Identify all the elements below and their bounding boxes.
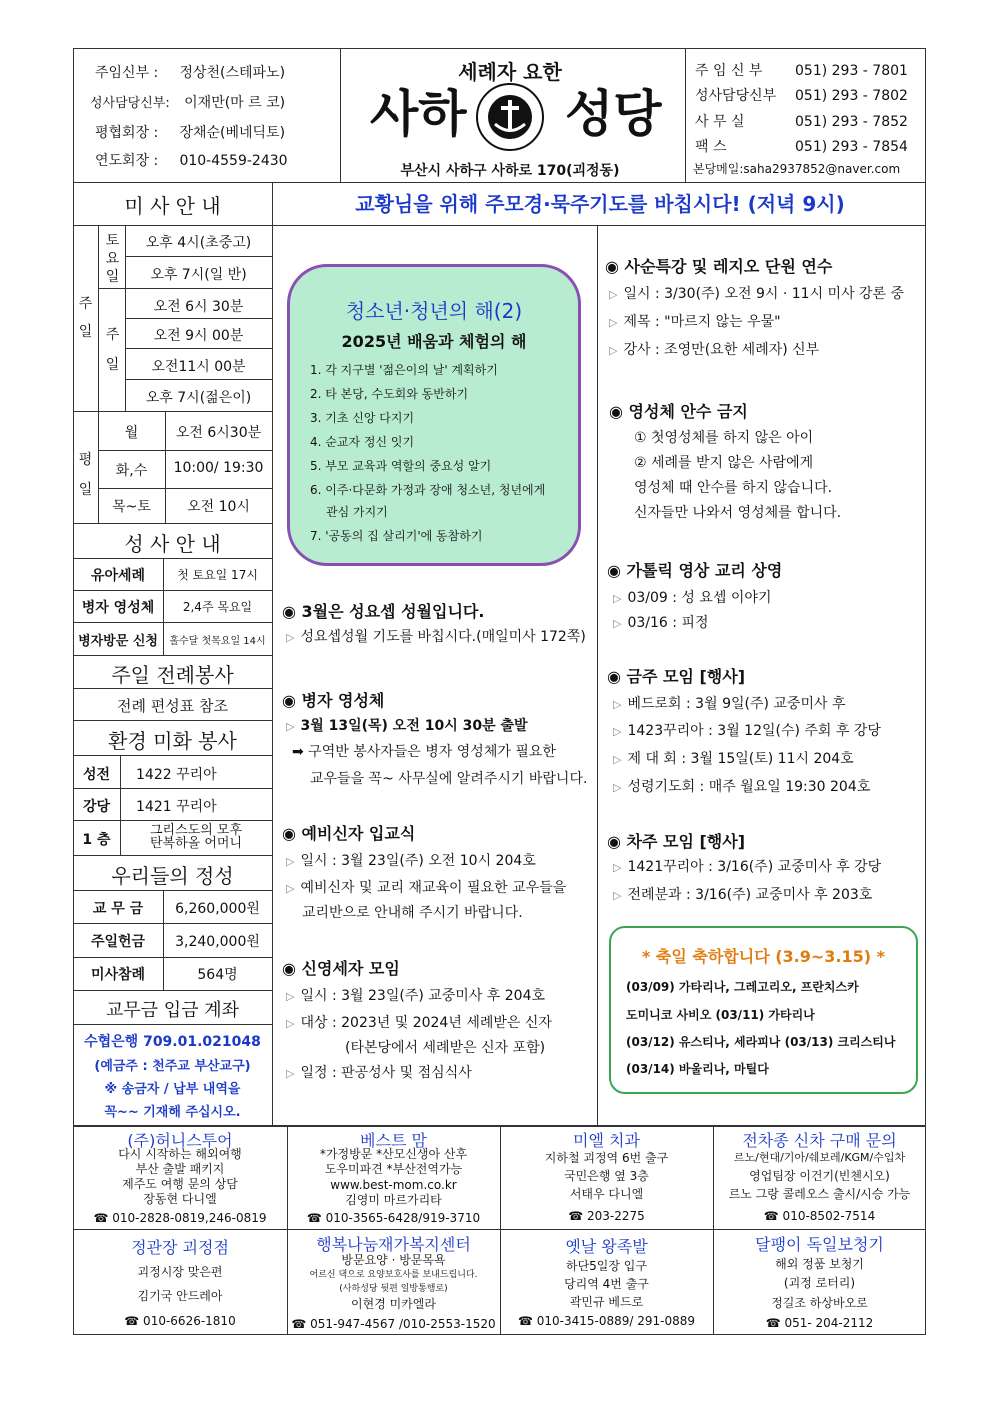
item-text: 일시 : 3월 23일(주) 오전 10시 204호 [300,853,536,869]
church-address: 부산시 사하구 사하로 170(괴정동) [400,163,620,179]
email[interactable]: 본당메일:saha2937852@naver.com [693,162,901,176]
section-item: ▷ 03/09 : 성 요셉 이야기 [613,590,772,606]
section-item: ▷ 1421꾸리아 : 3/16(주) 교중미사 후 강당 [613,859,882,875]
offering-title: 우리들의 정성 [111,864,234,888]
ad-line: 장동현 다니엘 [143,1192,217,1206]
section-item: ▷ 3월 13일(목) 오전 10시 30분 출발 [286,718,528,734]
ad-phone: ☎ 051-947-4567 /010-2553-1520 [291,1317,496,1331]
account-line: ※ 송금자 / 납부 내역을 [104,1082,241,1097]
weekday-label: 평 일 [78,452,93,498]
weekday-day: 화,수 [115,463,148,479]
contact-label: 성사담당신부 [695,88,777,104]
item-text: 3월 13일(목) 오전 10시 30분 출발 [300,718,528,734]
section-note: 교우들을 꼭~ 사무실에 알려주시기 바랍니다. [310,771,588,787]
ad-line: 다시 시작하는 해외여행 [118,1147,242,1161]
item-text: 성령기도회 : 매주 월요일 19:30 204호 [627,779,871,795]
item-text: 제목 : "마르지 않는 우물" [623,314,781,330]
section-title: ◉ 금주 모임 [행사] [607,667,746,686]
contact-label: 사 무 실 [695,114,745,130]
banner-text: 교황님을 위해 주모경·묵주기도를 바칩시다! (저녁 9시) [355,192,845,216]
section-item: ▷ 대상 : 2023년 및 2024년 세례받은 신자 [286,1015,552,1031]
info-value: 정상천(스테파노) [179,65,286,81]
weekday-day: 목~토 [112,499,151,515]
section-title: ◉ 사순특강 및 레지오 단원 연수 [605,257,833,276]
info-label: 주임신부 : [95,65,159,81]
youth-item: 3. 기초 신앙 다지기 [310,411,415,425]
youth-item: 4. 순교자 정신 잇기 [310,435,415,449]
section-title: ◉ 신영세자 모임 [282,959,400,978]
env-value-line: 그리스도의 모후 [149,823,243,838]
info-label: 연도회장 : [95,153,159,169]
offering-label: 교 무 금 [92,901,144,917]
feast-line: (03/12) 유스티나, 세라피나 (03/13) 크리스티나 [626,1035,896,1049]
section-note: 영성체 때 안수를 하지 않습니다. [634,480,833,496]
section-title: ◉ 3월은 성요셉 성월입니다. [282,602,485,621]
feast-title: * 축일 축하합니다 (3.9~3.15) * [641,947,886,966]
sacrament-label: 병자방문 신청 [78,634,158,649]
info-label: 평협회장 : [95,125,159,141]
info-label: 성사담당신부: [90,96,170,111]
section-item: ▷ 성요셉성월 기도를 바칩시다.(매일미사 172쪽) [286,629,586,645]
ad-title: 행복나눔재가복지센터 [316,1235,471,1254]
ad-phone: ☎ 010-3415-0889/ 291-0889 [517,1314,696,1328]
weekday-time: 오전 10시 [187,499,250,515]
sacrament-label: 병자 영성체 [81,600,155,616]
ad-line: *가정방문 *산모신생아 산후 [319,1147,468,1161]
item-text: 일시 : 3월 23일(주) 교중미사 후 204호 [300,988,546,1004]
ad-title: 정관장 괴정점 [131,1238,229,1257]
ad-phone: ☎ 051- 204-2112 [765,1316,874,1330]
ad-line: 괴정시장 맞은편 [137,1265,223,1279]
item-text: 예비신자 및 교리 재교육이 필요한 교우들을 [300,880,567,896]
ad-line: 부산 출발 패키지 [135,1162,225,1176]
feast-line: (03/14) 바울리나, 마틸다 [626,1062,769,1076]
account-line: 꼭~~ 기재해 주십시오. [104,1105,241,1120]
section-note: ① 첫영성체를 하지 않은 아이 [634,430,814,446]
info-value: 010-4559-2430 [179,153,288,169]
ad-line: 제주도 여행 문의 상담 [122,1177,238,1191]
section-title: ◉ 차주 모임 [행사] [607,832,746,851]
section-item: ▷ 제 대 회 : 3월 15일(토) 11시 204호 [613,751,854,767]
weekday-time: 10:00/ 19:30 [173,460,264,476]
item-text: 1421꾸리아 : 3/16(주) 교중미사 후 강당 [627,859,882,875]
ad-phone: ☎ 010-6626-1810 [124,1314,236,1328]
church-subtitle: 세례자 요한 [458,60,562,84]
contact-value: 051) 293 - 7802 [795,88,908,104]
ad-line: 어르신 댁으로 요양보호사를 보내드립니다. [309,1270,478,1280]
sun-day-label: 주 일 [105,327,120,373]
env-label: 성전 [82,767,111,783]
account-title: 교무금 입금 계좌 [105,1000,240,1021]
mass-time: 오전 6시 30분 [153,299,244,315]
env-label: 1 층 [82,832,111,848]
info-value: 장채순(베네딕토) [179,125,286,141]
contact-value: 051) 293 - 7854 [795,139,908,155]
weekday-time: 오전 6시30분 [175,425,262,441]
section-title: ◉ 병자 영성체 [282,691,385,710]
sacrament-value: 홀수달 첫목요일 14시 [169,636,266,647]
ad-line[interactable]: www.best-mom.co.kr [330,1178,457,1192]
ad-title: 달팽이 독일보청기 [755,1235,884,1254]
ad-line: 김기국 안드레아 [137,1289,223,1303]
youth-item: 관심 가지기 [326,505,388,519]
ad-line: 당리역 4번 출구 [564,1277,649,1291]
section-item: ▷ 예비신자 및 교리 재교육이 필요한 교우들을 [286,880,567,896]
contact-row [695,60,908,80]
info-row [90,92,340,112]
church-title-right: 성당 [565,84,662,143]
youth-year-box [287,264,581,566]
ad-line: 곽민규 베드로 [569,1295,644,1309]
mass-time: 오후 7시(젊은이) [145,390,252,406]
section-item: ▷ 베드로회 : 3월 9일(주) 교중미사 후 [613,696,846,712]
youth-item: 6. 이주·다문화 가정과 장애 청소년, 청년에게 [310,483,546,497]
section-item: ▷ 일시 : 3월 23일(주) 오전 10시 204호 [286,853,536,869]
ad-line: 르노 그랑 콜레오스 출시/시승 가능 [728,1187,911,1201]
item-text: 대상 : 2023년 및 2024년 세례받은 신자 [300,1015,552,1031]
section-note: 신자들만 나와서 영성체를 합니다. [634,505,842,521]
account-line: (예금주 : 천주교 부산교구) [94,1059,251,1074]
section-item: ▷ 성령기도회 : 매주 월요일 19:30 204호 [613,779,871,795]
mass-time: 오후 4시(초중고) [145,235,252,251]
section-item: ▷ 일정 : 판공성사 및 점심식사 [286,1065,472,1081]
item-text: 1423꾸리아 : 3월 12일(수) 주회 후 강당 [627,723,881,739]
section-item: ▷ 1423꾸리아 : 3월 12일(수) 주회 후 강당 [613,723,881,739]
feast-line: (03/09) 가타리나, 그레고리오, 프란치스카 [626,980,859,994]
ad-title: 미엘 치과 [573,1131,640,1150]
contact-value: 051) 293 - 7852 [795,114,908,130]
ad-line: 서태우 다니엘 [569,1187,644,1201]
liturgy-title: 주일 전례봉사 [111,663,234,687]
ad-title: 옛날 왕족발 [565,1237,648,1256]
ad-phone: ☎ 203-2275 [568,1209,645,1223]
section-item: ▷ 전례분과 : 3/16(주) 교중미사 후 203호 [613,887,873,903]
offering-value: 3,240,000원 [175,934,260,950]
contact-row [695,111,908,131]
ad-line: (사하성당 뒷편 일방통행로) [339,1284,448,1294]
contact-value: 051) 293 - 7801 [795,63,908,79]
ad-line: 도우미파견 *부산전역가능 [324,1162,463,1176]
youth-item: 2. 타 본당, 수도회와 동반하기 [310,387,469,401]
church-logo [475,82,545,152]
section-note: ② 세례를 받지 않은 사람에게 [634,455,814,471]
section-note: ➡ 구역반 봉사자들은 병자 영성체가 필요한 [292,744,556,760]
ad-line: 하단5일장 입구 [565,1259,647,1273]
item-text: 제 대 회 : 3월 15일(토) 11시 204호 [627,751,854,767]
item-text: 성요셉성월 기도를 바칩시다.(매일미사 172쪽) [300,629,586,645]
ad-title: 베스트 맘 [360,1131,427,1150]
ad-line: 지하철 괴정역 6번 출구 [544,1151,669,1165]
env-label: 강당 [82,799,111,815]
ad-phone: ☎ 010-2828-0819,246-0819 [93,1211,267,1225]
ad-title: 전차종 신차 구매 문의 [742,1131,897,1150]
item-text: 03/16 : 피정 [627,615,709,631]
section-item: ▷ 일시 : 3월 23일(주) 교중미사 후 204호 [286,988,546,1004]
info-row [90,150,340,170]
ad-line: 영업팀장 이건기(빈첸시오) [749,1169,890,1183]
item-text: 일정 : 판공성사 및 점심식사 [300,1065,472,1081]
ad-line: 이현경 미카엘라 [351,1297,436,1311]
env-value-multi [120,824,272,850]
youth-item: 7. '공동의 집 살리기'에 동참하기 [310,529,483,543]
section-note: (타본당에서 세례받은 신자 포함) [345,1040,546,1056]
contact-label: 주 임 신 부 [695,63,763,79]
offering-value: 6,260,000원 [175,901,260,917]
info-row [90,122,340,142]
ad-line: 해외 정품 보청기 [775,1257,864,1271]
sacrament-title: 성 사 안 내 [124,532,221,556]
env-value: 1421 꾸리아 [136,799,217,815]
info-value: 이재만(마 르 코) [184,95,286,111]
contact-row [695,136,908,156]
item-text: 일시 : 3/30(주) 오전 9시 · 11시 미사 강론 중 [623,286,905,302]
section-title: ◉ 예비신자 입교식 [282,824,416,843]
sunday-label: 주 일 [78,296,93,340]
item-text: 03/09 : 성 요셉 이야기 [627,590,772,606]
contact-row [695,85,908,105]
sacrament-value: 첫 토요일 17시 [177,568,258,582]
section-title: ◉ 가톨릭 영상 교리 상영 [607,561,783,580]
mass-title: 미 사 안 내 [124,194,221,218]
env-value-line: 탄복하올 어머니 [149,836,243,851]
mass-time: 오후 7시(일 반) [150,267,247,283]
offering-value: 564명 [197,967,238,983]
section-title: ◉ 영성체 안수 금지 [609,402,748,421]
env-value: 1422 꾸리아 [136,767,217,783]
offering-label: 주일헌금 [90,934,146,950]
feast-line: 도미니코 사비오 (03/11) 가타리나 [626,1008,815,1022]
ad-title: (주)허니스투어 [127,1131,233,1150]
section-note: 교리반으로 안내해 주시기 바랍니다. [302,905,523,921]
weekday-day: 월 [124,425,139,441]
contact-label: 팩 스 [695,139,727,155]
section-item: ▷ 강사 : 조영만(요한 세례자) 신부 [609,342,820,358]
section-item: ▷ 03/16 : 피정 [613,615,709,631]
youth-title: 청소년·청년의 해(2) [345,299,523,323]
ad-line: 국민은행 옆 3층 [564,1169,649,1183]
ad-line: (괴정 로터리) [783,1276,856,1290]
ad-line: 정길조 하상바오로 [771,1296,868,1310]
mass-time: 오전11시 00분 [151,359,246,375]
section-item: ▷ 제목 : "마르지 않는 우물" [609,314,781,330]
section-item: ▷ 일시 : 3/30(주) 오전 9시 · 11시 미사 강론 중 [609,286,905,302]
saturday-label: 토 요 일 [105,233,120,285]
ad-line: 방문요양 · 방문목욕 [341,1253,446,1267]
youth-subtitle: 2025년 배움과 체험의 해 [341,332,527,351]
env-title: 환경 미화 봉사 [108,729,237,753]
youth-item: 5. 부모 교육과 역할의 중요성 알기 [310,459,492,473]
ad-line: 르노/현대/기아/쉐보레/KGM/수입차 [733,1151,906,1164]
church-title-left: 사하 [370,84,467,143]
account-line: 수협은행 709.01.021048 [84,1034,261,1050]
youth-item: 1. 각 지구별 '젊은이의 날' 계획하기 [310,363,498,377]
item-text: 베드로회 : 3월 9일(주) 교중미사 후 [627,696,846,712]
item-text: 전례분과 : 3/16(주) 교중미사 후 203호 [627,887,873,903]
info-row [90,62,340,82]
mass-time: 오전 9시 00분 [153,328,244,344]
offering-label: 미사참례 [90,967,146,983]
ad-phone: ☎ 010-8502-7514 [763,1209,876,1223]
sacrament-value: 2,4주 목요일 [182,600,253,614]
ad-phone: ☎ 010-3565-6428/919-3710 [306,1211,481,1225]
liturgy-value: 전례 편성표 참조 [117,697,228,715]
sacrament-label: 유아세례 [90,568,146,584]
item-text: 강사 : 조영만(요한 세례자) 신부 [623,342,820,358]
feast-box [609,926,918,1094]
ad-line: 김영미 마르가리타 [345,1193,442,1207]
